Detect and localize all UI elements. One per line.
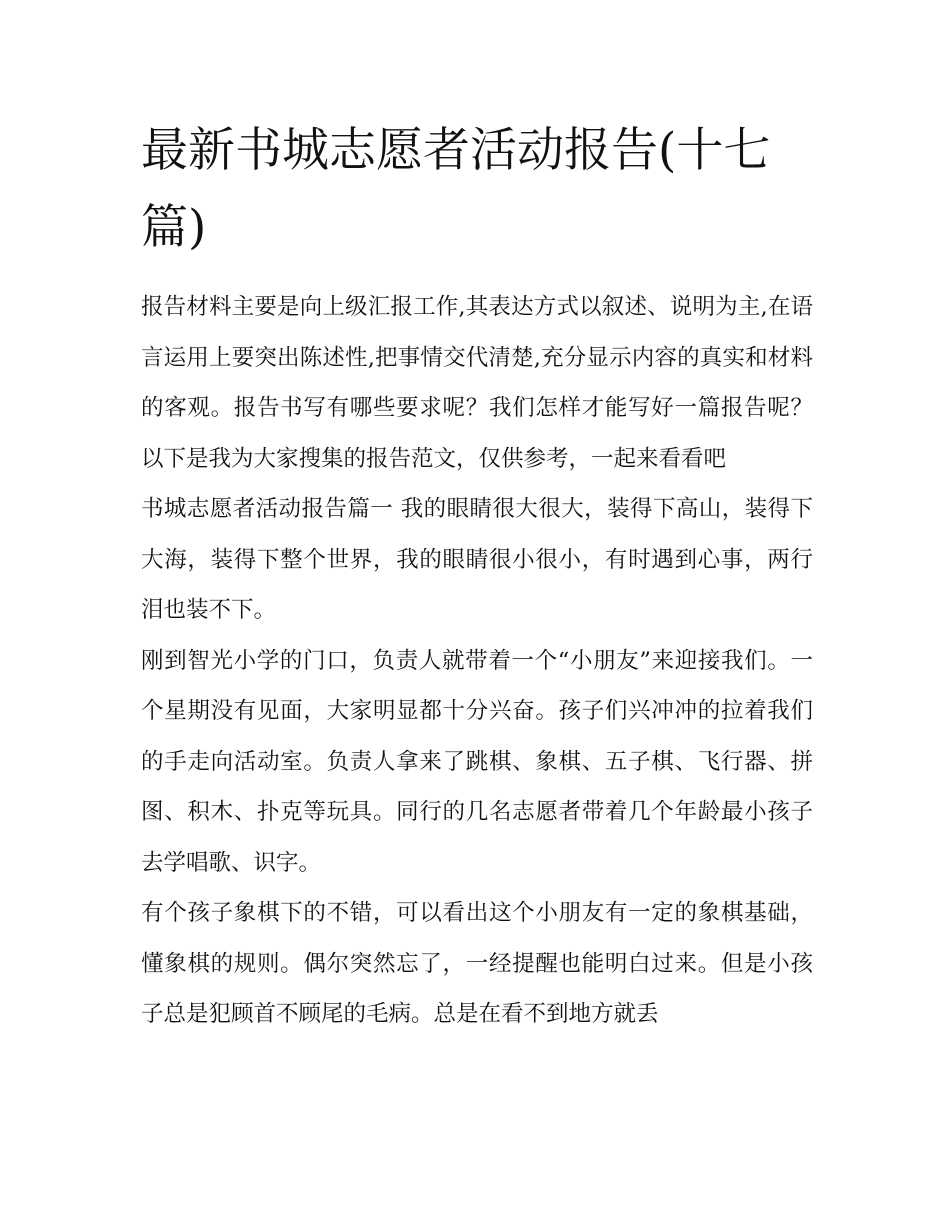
paragraph-chess: 有个孩子象棋下的不错，可以看出这个小朋友有一定的象棋基础，懂象棋的规则。偶尔突然忘了，一经提醒也能明白过来。但是小孩子总是犯顾首不顾尾的毛病。总是在看不到地方就丢: [141, 900, 813, 1027]
paragraph-section-one: 书城志愿者活动报告篇一 我的眼睛很大很大，装得下高山，装得下大海，装得下整个世界，我的眼睛很小很小，有时遇到心事，两行泪也装不下。: [141, 496, 813, 623]
document-title: 最新书城志愿者活动报告(十七篇): [141, 123, 771, 255]
paragraph-intro: 报告材料主要是向上级汇报工作,其表达方式以叙述、说明为主,在语言运用上要突出陈述性,把事情交代清楚,充分显示内容的真实和材料的客观。报告书写有哪些要求呢？我们怎样才能写好一篇报告呢？以下是我为大家搜集的报告范文，仅供参考，一起来看看吧: [141, 294, 813, 472]
document-body: [141, 112, 813, 1040]
paragraph-arrival: 刚到智光小学的门口，负责人就带着一个“小朋友”来迎接我们。一个星期没有见面，大家明显都十分兴奋。孩子们兴冲冲的拉着我们的手走向活动室。负责人拿来了跳棋、象棋、五子棋、飞行器、拼图、积木、扑克等玩具。同行的几名志愿者带着几个年龄最小孩子去学唱歌、识字。: [141, 647, 813, 876]
